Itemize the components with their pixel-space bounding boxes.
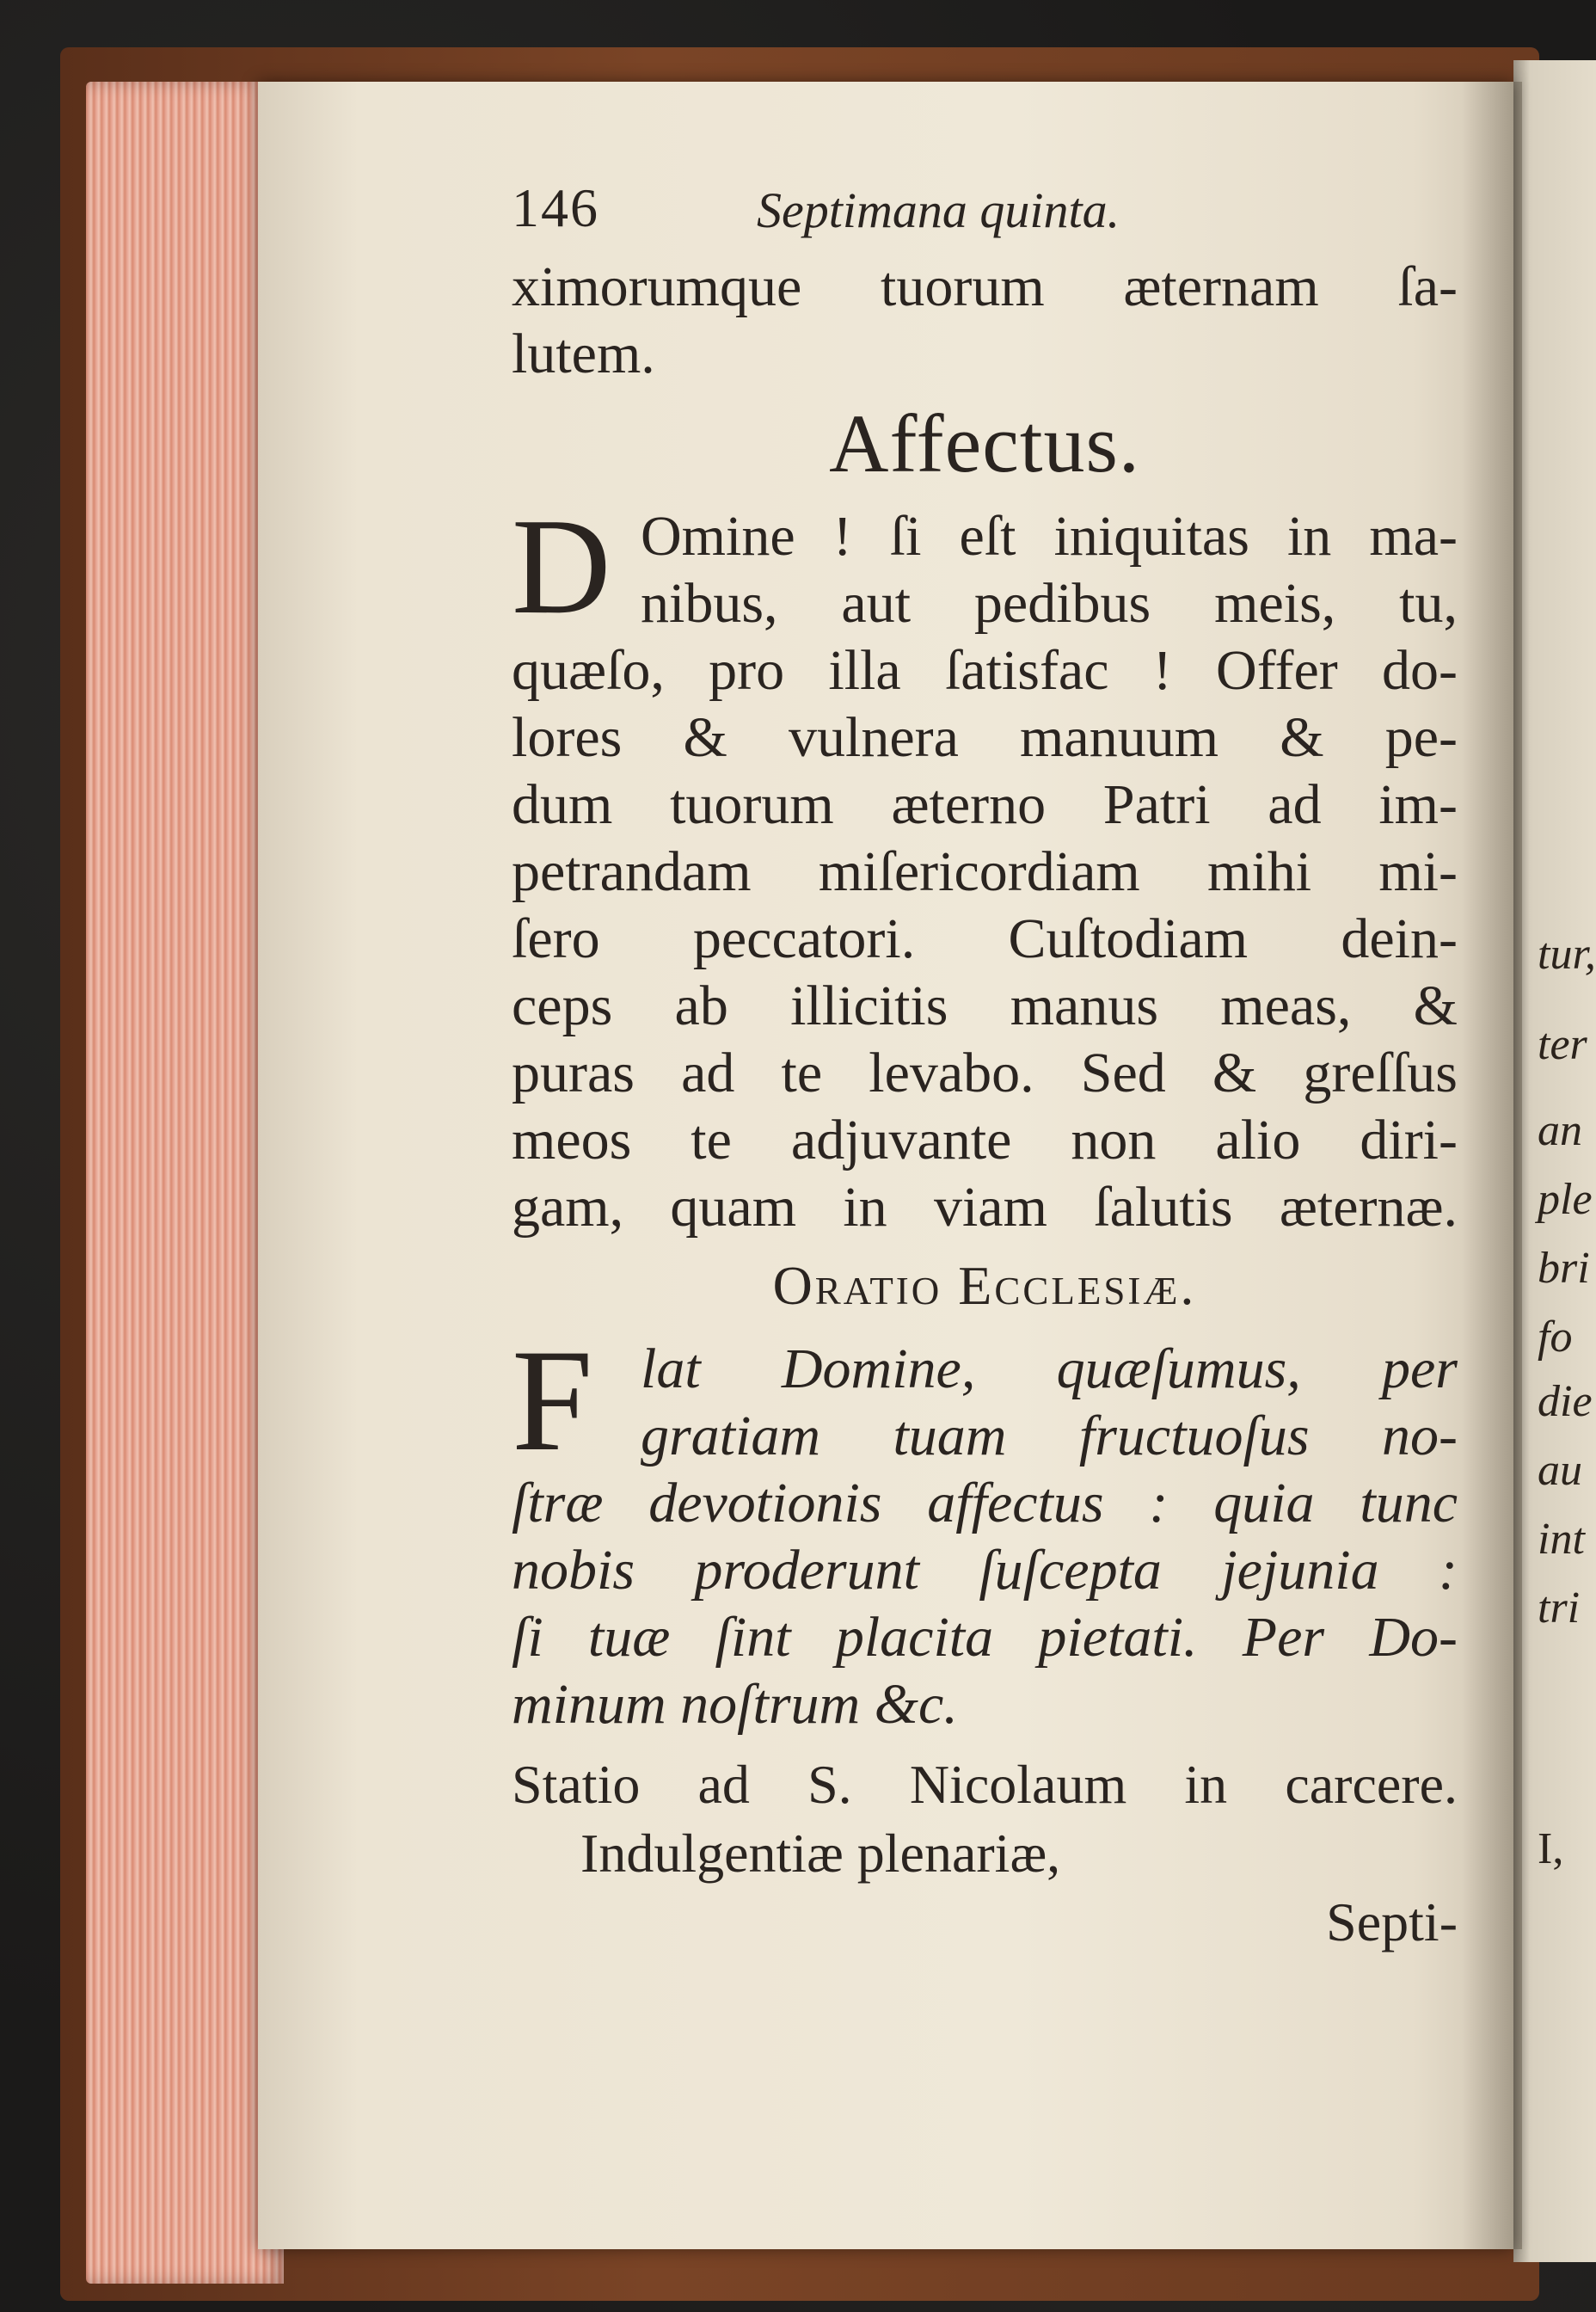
facing-fragment: an xyxy=(1538,1106,1582,1155)
text-line: ſtræ devotionis affectus : quia tunc xyxy=(512,1472,1458,1534)
text-line: ſi tuæ ſint placita pietati. Per Do- xyxy=(512,1606,1458,1669)
text-line: meos te adjuvante non alio diri- xyxy=(512,1109,1458,1171)
facing-fragment: int xyxy=(1538,1515,1585,1564)
oratio-heading: Oratio Ecclesiæ. xyxy=(772,1255,1197,1316)
text-line: minum noſtrum &c. xyxy=(512,1673,958,1736)
text-line: gam, quam in viam ſalutis æternæ. xyxy=(512,1176,1458,1239)
text-block xyxy=(512,176,1458,1957)
gutter-shadow xyxy=(1462,82,1522,2249)
facing-fragment: ter xyxy=(1538,1020,1587,1069)
facing-fragment: tri xyxy=(1538,1583,1581,1633)
section-heading: Affectus. xyxy=(829,397,1140,489)
text-line: puras ad te levabo. Sed & greſſus xyxy=(512,1042,1458,1104)
catchword: Septi- xyxy=(1326,1891,1458,1952)
oratio-paragraph xyxy=(512,1319,1458,1738)
text-line: nobis proderunt ſuſcepta jejunia : xyxy=(512,1539,1458,1602)
text-line: petrandam miſericordiam mihi mi- xyxy=(512,840,1458,903)
page-edges xyxy=(86,82,284,2284)
facing-fragment: fo xyxy=(1538,1313,1573,1362)
facing-fragment: tur, xyxy=(1538,930,1596,979)
statio-line: Statio ad S. Nicolaum in carcere. xyxy=(512,1754,1458,1815)
running-head: Septimana quinta. xyxy=(757,182,1120,238)
page-number: 146 xyxy=(512,177,599,238)
text-line: Omine ! ſi eſt iniquitas in ma- xyxy=(641,505,1458,568)
facing-fragment: I, xyxy=(1538,1824,1564,1873)
text-line: quæſo, pro illa ſatisfac ! Offer do- xyxy=(512,639,1458,702)
text-line: ſero peccatori. Cuſtodiam dein- xyxy=(512,907,1458,970)
text-line: gratiam tuam fructuoſus no- xyxy=(641,1405,1458,1467)
text-line: lores & vulnera manuum & pe- xyxy=(512,706,1458,769)
facing-fragment: bri xyxy=(1538,1244,1590,1293)
facing-fragment: au xyxy=(1538,1446,1582,1495)
drop-cap: F xyxy=(512,1319,593,1481)
text-line: lutem. xyxy=(512,323,655,385)
text-line: ximorumque tuorum æternam ſa- xyxy=(512,255,1458,318)
text-line: nibus, aut pedibus meis, tu, xyxy=(641,572,1458,635)
affectus-paragraph xyxy=(512,489,1458,1241)
page-header xyxy=(512,176,1458,254)
drop-cap: D xyxy=(512,489,611,643)
text-line: lat Domine, quæſumus, per xyxy=(641,1337,1458,1400)
indulgentia-line: Indulgentiæ plenariæ, xyxy=(580,1823,1061,1884)
facing-fragment: ple xyxy=(1538,1175,1593,1224)
facing-page xyxy=(1513,60,1596,2262)
text-line: ceps ab illicitis manus meas, & xyxy=(512,975,1458,1037)
facing-fragment: die xyxy=(1538,1377,1593,1426)
text-line: dum tuorum æterno Patri ad im- xyxy=(512,773,1458,836)
